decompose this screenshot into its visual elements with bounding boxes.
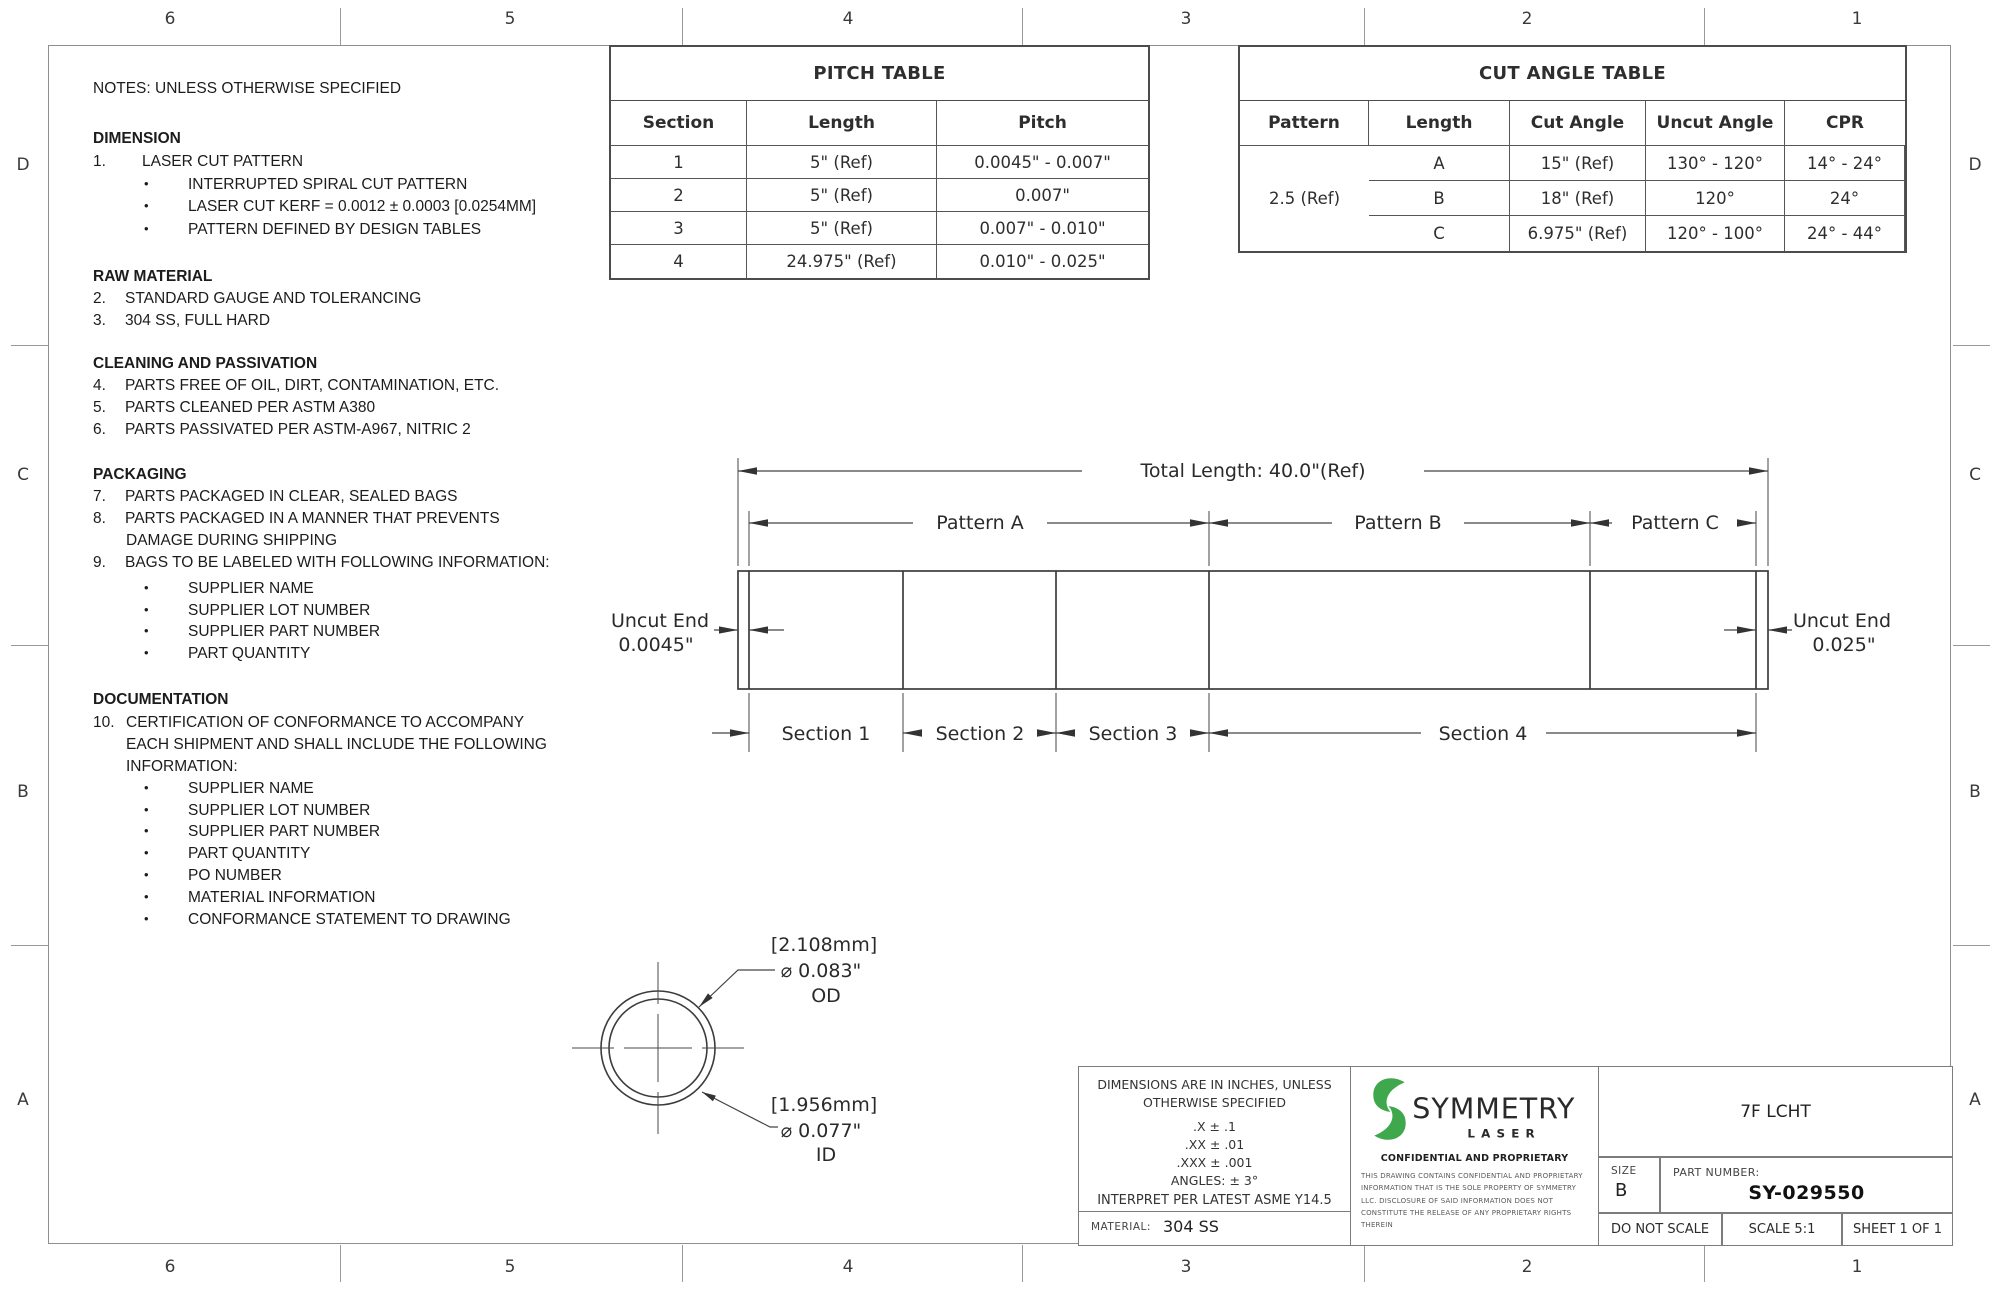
symmetry-laser-logo — [1361, 1073, 1589, 1145]
cut-col-header: Uncut Angle — [1646, 101, 1785, 146]
od-label: OD — [811, 985, 841, 1007]
material-value: 304 SS — [1163, 1217, 1219, 1236]
note-line: • MATERIAL INFORMATION — [144, 889, 376, 906]
pitch-cell: 0.007" — [937, 179, 1148, 212]
note-line: 2. STANDARD GAUGE AND TOLERANCING — [93, 290, 422, 307]
sheet-cell — [1842, 1213, 1953, 1246]
zone-label-right: D — [1968, 155, 1982, 175]
pitch-cell: 1 — [611, 146, 747, 179]
part-number-label: PART NUMBER: — [1673, 1166, 1760, 1179]
do-not-scale-cell — [1598, 1213, 1722, 1246]
cut-col-header: Cut Angle — [1510, 101, 1646, 146]
zone-label-bottom: 1 — [1851, 1257, 1863, 1277]
extension-lines — [738, 458, 1768, 752]
material-label: MATERIAL: — [1091, 1221, 1151, 1233]
note-heading: RAW MATERIAL — [93, 268, 213, 285]
pitch-cell: 4 — [611, 245, 747, 278]
dimension-arrows — [719, 467, 1787, 737]
pattern-a-label: Pattern A — [936, 512, 1024, 534]
bullet-icon: • — [144, 802, 149, 817]
cut-col-header: CPR — [1785, 101, 1905, 146]
bullet-icon: • — [144, 623, 149, 638]
zone-label-bottom: 6 — [164, 1257, 176, 1277]
cut-cell: C — [1369, 216, 1510, 251]
pitch-cell: 5" (Ref) — [747, 212, 937, 245]
note-line: NOTES: UNLESS OTHERWISE SPECIFIED — [93, 80, 402, 97]
zone-label-top: 2 — [1521, 9, 1533, 29]
bullet-icon: • — [144, 867, 149, 882]
pitch-col-header: Length — [747, 101, 937, 146]
note-line: • SUPPLIER PART NUMBER — [144, 823, 381, 840]
note-line: 3. 304 SS, FULL HARD — [93, 312, 271, 329]
zone-label-top: 4 — [842, 9, 854, 29]
note-line: • SUPPLIER LOT NUMBER — [144, 602, 371, 619]
note-line: 8. PARTS PACKAGED IN A MANNER THAT PREVENTS — [93, 510, 500, 527]
cut-cell: 15" (Ref) — [1510, 146, 1646, 181]
section-4-label: Section 4 — [1438, 723, 1528, 745]
note-line: DAMAGE DURING SHIPPING — [126, 532, 337, 549]
confidential-title: CONFIDENTIAL AND PROPRIETARY — [1380, 1153, 1569, 1164]
tolerance-block — [1078, 1066, 1351, 1246]
note-line: 6. PARTS PASSIVATED PER ASTM-A967, NITRIC 2 — [93, 421, 471, 438]
pitch-cell: 0.007" - 0.010" — [937, 212, 1148, 245]
note-line: 10. CERTIFICATION OF CONFORMANCE TO ACCOMPANY — [93, 714, 525, 731]
logo-s-icon — [1373, 1078, 1405, 1140]
cut-cell: 130° - 120° — [1646, 146, 1785, 181]
zone-label-top: 5 — [504, 9, 516, 29]
bullet-icon: • — [144, 176, 149, 191]
zone-label-left: A — [17, 1090, 29, 1110]
confidential-text: THIS DRAWING CONTAINS CONFIDENTIAL AND PROPRIETARY INFORMATION THAT IS THE SOLE PROPERTY OF SYMMETRY LLC. DISCLOSURE OF SAID INFORMATION DOES NOT CONSTITUTE THE RELEASE OF ANY PROPRIETARY RIGHTS THEREIN — [1361, 1172, 1583, 1229]
size-cell — [1598, 1157, 1660, 1213]
pitch-cell: 5" (Ref) — [747, 179, 937, 212]
logo-block — [1350, 1066, 1599, 1246]
id-label: ID — [815, 1144, 837, 1166]
bullet-icon: • — [144, 645, 149, 660]
pattern-c-label: Pattern C — [1631, 512, 1719, 534]
section-2-label: Section 2 — [935, 723, 1025, 745]
pitch-cell: 3 — [611, 212, 747, 245]
note-line: EACH SHIPMENT AND SHALL INCLUDE THE FOLLOWING — [126, 736, 547, 753]
zone-label-bottom: 2 — [1521, 1257, 1533, 1277]
zone-label-top: 1 — [1851, 9, 1863, 29]
od-diameter-label: ⌀ 0.083" — [780, 960, 862, 982]
uncut-end-left-label: Uncut End — [610, 610, 710, 632]
note-heading: CLEANING AND PASSIVATION — [93, 355, 318, 372]
zone-label-bottom: 5 — [504, 1257, 516, 1277]
centerlines — [572, 962, 744, 1134]
pitch-table-title: PITCH TABLE — [611, 47, 1148, 101]
bullet-icon: • — [144, 845, 149, 860]
zone-label-left: D — [16, 155, 30, 175]
bullet-icon: • — [144, 221, 149, 236]
note-line: • PATTERN DEFINED BY DESIGN TABLES — [144, 221, 482, 238]
pitch-cell: 24.975" (Ref) — [747, 245, 937, 278]
cut-cell: B — [1369, 181, 1510, 216]
scale-cell — [1722, 1213, 1842, 1246]
pitch-col-header: Pitch — [937, 101, 1148, 146]
note-line: • SUPPLIER PART NUMBER — [144, 623, 381, 640]
total-length-label: Total Length: 40.0"(Ref) — [1140, 460, 1366, 482]
note-line: • SUPPLIER LOT NUMBER — [144, 802, 371, 819]
logo-sub-text: LASER — [1467, 1126, 1541, 1141]
section-1-label: Section 1 — [781, 723, 871, 745]
part-number-value: SY-029550 — [1748, 1182, 1865, 1204]
note-line: 7. PARTS PACKAGED IN CLEAR, SEALED BAGS — [93, 488, 458, 505]
part-number-cell — [1660, 1157, 1953, 1213]
cross-section-detail — [572, 934, 877, 1166]
cut-cell: A — [1369, 146, 1510, 181]
cut-cell: 24° — [1785, 181, 1905, 216]
zone-label-bottom: 4 — [842, 1257, 854, 1277]
zone-label-left: C — [17, 465, 29, 485]
note-line: • PART QUANTITY — [144, 845, 311, 862]
tube-outline — [738, 571, 1768, 689]
note-line: 1. LASER CUT PATTERN — [93, 153, 304, 170]
note-line: • INTERRUPTED SPIRAL CUT PATTERN — [144, 176, 468, 193]
pitch-cell: 2 — [611, 179, 747, 212]
pitch-cell: 0.010" - 0.025" — [937, 245, 1148, 278]
cut-col-header: Length — [1369, 101, 1510, 146]
uncut-end-right-value: 0.025" — [1812, 634, 1876, 656]
od-mm-label: [2.108mm] — [770, 934, 878, 956]
note-line: 9. BAGS TO BE LABELED WITH FOLLOWING INFORMATION: — [93, 554, 550, 571]
interpret-line: INTERPRET PER LATEST ASME Y14.5 — [1097, 1193, 1332, 1208]
note-line: • SUPPLIER NAME — [144, 580, 314, 597]
zone-label-right: B — [1969, 782, 1981, 802]
note-heading: PACKAGING — [93, 466, 187, 483]
note-heading: DIMENSION — [93, 130, 181, 147]
tolerance-line: .XXX ± .001 — [1176, 1155, 1253, 1170]
cut-cell: 120° - 100° — [1646, 216, 1785, 251]
tolerance-line: OTHERWISE SPECIFIED — [1143, 1095, 1286, 1110]
sheet-value: SHEET 1 OF 1 — [1852, 1222, 1943, 1237]
cut-cell: 18" (Ref) — [1510, 181, 1646, 216]
note-line: 4. PARTS FREE OF OIL, DIRT, CONTAMINATION, ETC. — [93, 377, 500, 394]
zone-label-top: 6 — [164, 9, 176, 29]
pitch-col-header: Section — [611, 101, 747, 146]
uncut-end-left-value: 0.0045" — [618, 634, 694, 656]
note-heading: DOCUMENTATION — [93, 691, 229, 708]
bullet-icon: • — [144, 602, 149, 617]
pattern-b-label: Pattern B — [1354, 512, 1442, 534]
drawing-title: 7F LCHT — [1740, 1101, 1811, 1122]
note-line: • PO NUMBER — [144, 867, 282, 884]
cut-cell: 120° — [1646, 181, 1785, 216]
bullet-icon: • — [144, 823, 149, 838]
zone-label-right: A — [1969, 1090, 1981, 1110]
zone-label-right: C — [1969, 465, 1981, 485]
dimension-lines — [712, 471, 1792, 733]
tolerance-line: .X ± .1 — [1193, 1119, 1236, 1134]
note-line: • PART QUANTITY — [144, 645, 311, 662]
bullet-icon: • — [144, 580, 149, 595]
size-label: SIZE — [1611, 1165, 1637, 1177]
cut-cell-cpr: 2.5 (Ref) — [1240, 146, 1369, 251]
tolerance-line: ANGLES: ± 3° — [1170, 1173, 1259, 1188]
cut-cell: 14° - 24° — [1785, 146, 1905, 181]
cut-angle-table-title: CUT ANGLE TABLE — [1240, 47, 1905, 101]
note-line: INFORMATION: — [126, 758, 238, 775]
drawing-title-cell — [1598, 1066, 1953, 1157]
zone-label-left: B — [17, 782, 29, 802]
logo-brand-text: SYMMETRY — [1412, 1092, 1576, 1126]
note-line: • LASER CUT KERF = 0.0012 ± 0.0003 [0.0254MM] — [144, 198, 537, 215]
pitch-cell: 5" (Ref) — [747, 146, 937, 179]
zone-label-top: 3 — [1180, 9, 1192, 29]
bullet-icon: • — [144, 780, 149, 795]
bullet-icon: • — [144, 911, 149, 926]
pitch-cell: 0.0045" - 0.007" — [937, 146, 1148, 179]
size-value: B — [1615, 1180, 1628, 1201]
tolerance-line: DIMENSIONS ARE IN INCHES, UNLESS — [1097, 1077, 1332, 1092]
note-line: 5. PARTS CLEANED PER ASTM A380 — [93, 399, 376, 416]
uncut-end-right-label: Uncut End — [1792, 610, 1892, 632]
section-3-label: Section 3 — [1088, 723, 1178, 745]
tolerance-line: .XX ± .01 — [1184, 1137, 1245, 1152]
cut-col-header: Pattern — [1240, 101, 1369, 146]
cut-cell: 24° - 44° — [1785, 216, 1905, 251]
zone-label-bottom: 3 — [1180, 1257, 1192, 1277]
do-not-scale-label: DO NOT SCALE — [1610, 1222, 1710, 1237]
note-line: • CONFORMANCE STATEMENT TO DRAWING — [144, 911, 511, 928]
bullet-icon: • — [144, 889, 149, 904]
id-mm-label: [1.956mm] — [770, 1094, 878, 1116]
id-diameter-label: ⌀ 0.077" — [780, 1120, 862, 1142]
scale-value: SCALE 5:1 — [1748, 1222, 1816, 1237]
material-row — [1079, 1211, 1350, 1245]
cut-cell: 6.975" (Ref) — [1510, 216, 1646, 251]
bullet-icon: • — [144, 198, 149, 213]
note-line: • SUPPLIER NAME — [144, 780, 314, 797]
